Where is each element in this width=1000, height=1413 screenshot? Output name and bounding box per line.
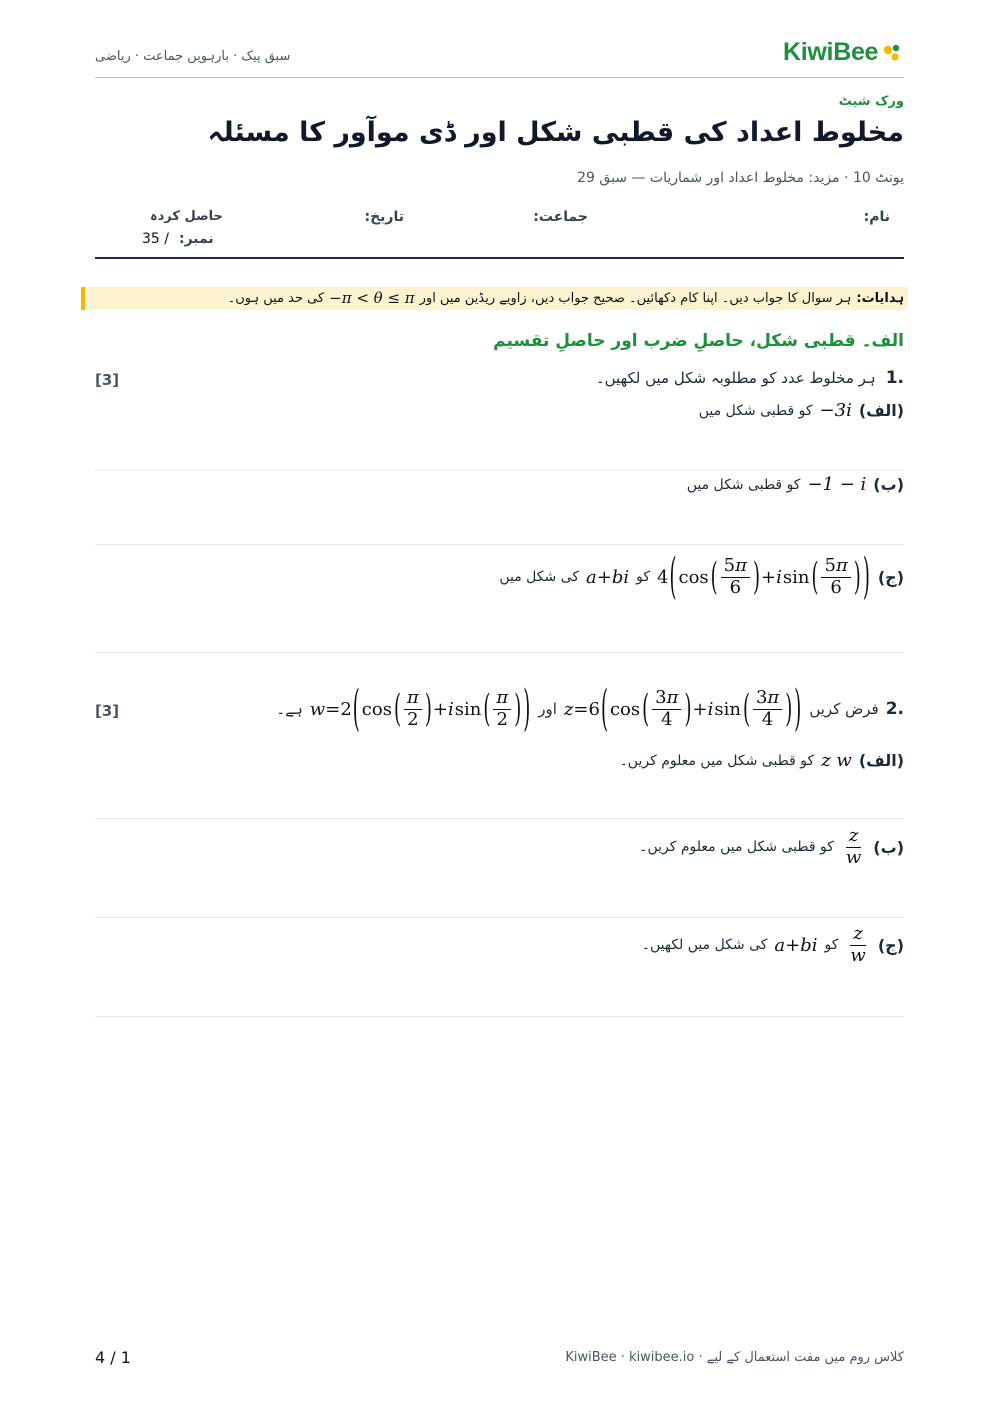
z-expression <box>563 680 802 738</box>
instructions-label: ہدایات: <box>856 290 904 306</box>
class-field[interactable] <box>430 232 550 233</box>
answer-line[interactable] <box>95 917 904 918</box>
marks-value: 35 / <box>142 231 169 247</box>
part-text: کی شکل میں لکھیں۔ <box>641 937 768 953</box>
paren-open: ( <box>669 548 677 606</box>
answer-line[interactable] <box>95 470 904 471</box>
q1-part-a <box>699 400 904 421</box>
logo-text: KiwiBee <box>783 38 879 66</box>
logo <box>783 38 903 67</box>
w-expression <box>309 680 531 738</box>
q2-part-a <box>620 750 904 771</box>
imag-unit: i <box>447 698 454 720</box>
fraction: $\frac{5\pi}{6}$ <box>821 557 850 598</box>
paren-open: ( <box>483 686 491 732</box>
paren-open: ( <box>811 554 819 600</box>
question-number: 1. <box>885 368 904 388</box>
section-title: الف۔ قطبی شکل، حاصلِ ضرب اور حاصلِ تقسیم <box>493 331 904 351</box>
paren-close: ) <box>514 686 522 732</box>
worksheet-kicker: ورک شیٹ <box>838 94 904 109</box>
instructions-body: ہر سوال کا جواب دیں۔ اپنا کام دکھائیں۔ صحیح جواب دیں، زاویے ریڈین میں اور <box>419 290 852 306</box>
q1-part-b <box>687 474 904 495</box>
header-breadcrumb: سبق پیک · بارہویں جماعت · ریاضی <box>95 49 291 64</box>
part-math: −3i <box>819 400 852 421</box>
modulus-4: 4 <box>657 566 669 588</box>
cos-fn: cos <box>678 566 709 588</box>
question-conjunction: اور <box>538 700 557 718</box>
name-field[interactable] <box>640 232 820 233</box>
answer-line[interactable] <box>95 544 904 545</box>
cos-fn: cos <box>609 698 641 720</box>
imag-unit: i <box>776 566 782 588</box>
part-text: کو قطبی شکل میں <box>686 476 801 493</box>
part-label: (ب) <box>873 475 904 494</box>
paren-close: ) <box>794 680 802 738</box>
paren-open: ( <box>710 554 718 600</box>
logo-mark-icon <box>881 42 903 64</box>
paren-open: ( <box>742 686 750 732</box>
part-math: −1 − i <box>807 474 867 495</box>
fraction: $\frac{3\pi}{4}$ <box>652 689 681 730</box>
question-text: ہر مخلوط عدد کو مطلوبہ شکل میں لکھیں۔ <box>595 369 876 387</box>
marks-label: نمبر: <box>178 231 214 247</box>
q2-part-c <box>642 924 904 966</box>
marks-row <box>142 231 214 247</box>
question-text: فرض کریں <box>809 700 879 718</box>
polar-expression <box>657 548 871 606</box>
part-text: کو قطبی شکل میں <box>698 402 813 419</box>
part-math: z w <box>821 750 852 771</box>
question-marks: [3] <box>95 371 120 389</box>
instructions-text <box>228 289 904 307</box>
q1-part-c <box>499 548 904 606</box>
modulus-2: 2 <box>340 698 352 720</box>
var-w: w <box>309 698 326 720</box>
paren-close: ) <box>785 686 793 732</box>
plus-sign: + <box>692 698 708 720</box>
part-label: (ج) <box>877 567 904 587</box>
answer-line[interactable] <box>95 1016 904 1017</box>
class-label: جماعت: <box>533 209 588 225</box>
target-form: a+bi <box>586 566 630 588</box>
question-text-end: ہے۔ <box>276 700 303 718</box>
fraction: $\frac{\pi}{2}$ <box>404 689 422 730</box>
fraction: $\frac{3\pi}{4}$ <box>753 689 782 730</box>
header-rule <box>95 77 904 78</box>
date-label: تاریخ: <box>364 209 404 225</box>
question-number: 2. <box>885 699 904 719</box>
paren-open: ( <box>393 686 401 732</box>
question-2 <box>276 680 904 738</box>
fraction: $\frac{\pi}{2}$ <box>493 689 511 730</box>
header-divider <box>95 257 904 259</box>
cos-fn: cos <box>361 698 392 720</box>
answer-line[interactable] <box>95 652 904 653</box>
var-z: z <box>563 698 574 720</box>
question-1 <box>596 368 904 388</box>
fraction: $\frac{5\pi}{6}$ <box>721 557 750 598</box>
paren-close: ) <box>862 548 870 606</box>
page-subtitle: یونٹ 10 · مزید: مخلوط اعداد اور شماریات — سبق 29 <box>577 170 904 186</box>
question-marks: [3] <box>95 702 120 720</box>
part-label: (الف) <box>858 401 904 420</box>
sin-fn: sin <box>782 566 810 588</box>
modulus-6: 6 <box>588 698 600 720</box>
part-text: کو قطبی شکل میں معلوم کریں۔ <box>639 839 834 855</box>
part-label: (ب) <box>873 837 904 857</box>
part-text-mid: کو <box>824 937 839 953</box>
page-title: مخلوط اعداد کی قطبی شکل اور ڈی موآور کا مسئلہ <box>207 117 904 148</box>
instructions-tail: کی حد میں ہوں۔ <box>227 290 325 306</box>
paren-close: ) <box>853 554 861 600</box>
paren-close: ) <box>424 686 432 732</box>
paren-close: ) <box>752 554 760 600</box>
sin-fn: sin <box>714 698 741 720</box>
part-label: (ج) <box>877 935 904 955</box>
part-fraction: $\frac{z}{w}$ <box>845 824 862 868</box>
target-form: a+bi <box>774 934 818 956</box>
sin-fn: sin <box>454 698 482 720</box>
name-label: نام: <box>863 209 890 225</box>
page-number: 4 / 1 <box>95 1348 131 1367</box>
paren-close: ) <box>523 680 531 738</box>
paren-open: ( <box>600 680 608 738</box>
imag-unit: i <box>707 698 714 720</box>
paren-open: ( <box>352 680 360 738</box>
part-fraction: $\frac{z}{w}$ <box>850 922 866 966</box>
plus-sign: + <box>761 566 777 588</box>
part-text-mid: کو <box>636 569 650 585</box>
score-label: حاصل کردہ <box>150 209 223 224</box>
part-label: (الف) <box>858 751 904 770</box>
paren-close: ) <box>684 686 692 732</box>
instructions-math: −π < θ ≤ π <box>329 289 415 307</box>
part-text: کی شکل میں <box>499 569 579 585</box>
answer-line[interactable] <box>95 818 904 819</box>
q2-part-b <box>639 826 904 868</box>
plus-sign: + <box>432 698 448 720</box>
equals: = <box>573 698 589 720</box>
footer-text: کلاس روم میں مفت استعمال کے لیے · KiwiBee · kiwibee.io <box>565 1350 904 1365</box>
date-field[interactable] <box>240 232 360 233</box>
part-text: کو قطبی شکل میں معلوم کریں۔ <box>619 752 815 769</box>
equals: = <box>325 698 341 720</box>
paren-open: ( <box>642 686 650 732</box>
